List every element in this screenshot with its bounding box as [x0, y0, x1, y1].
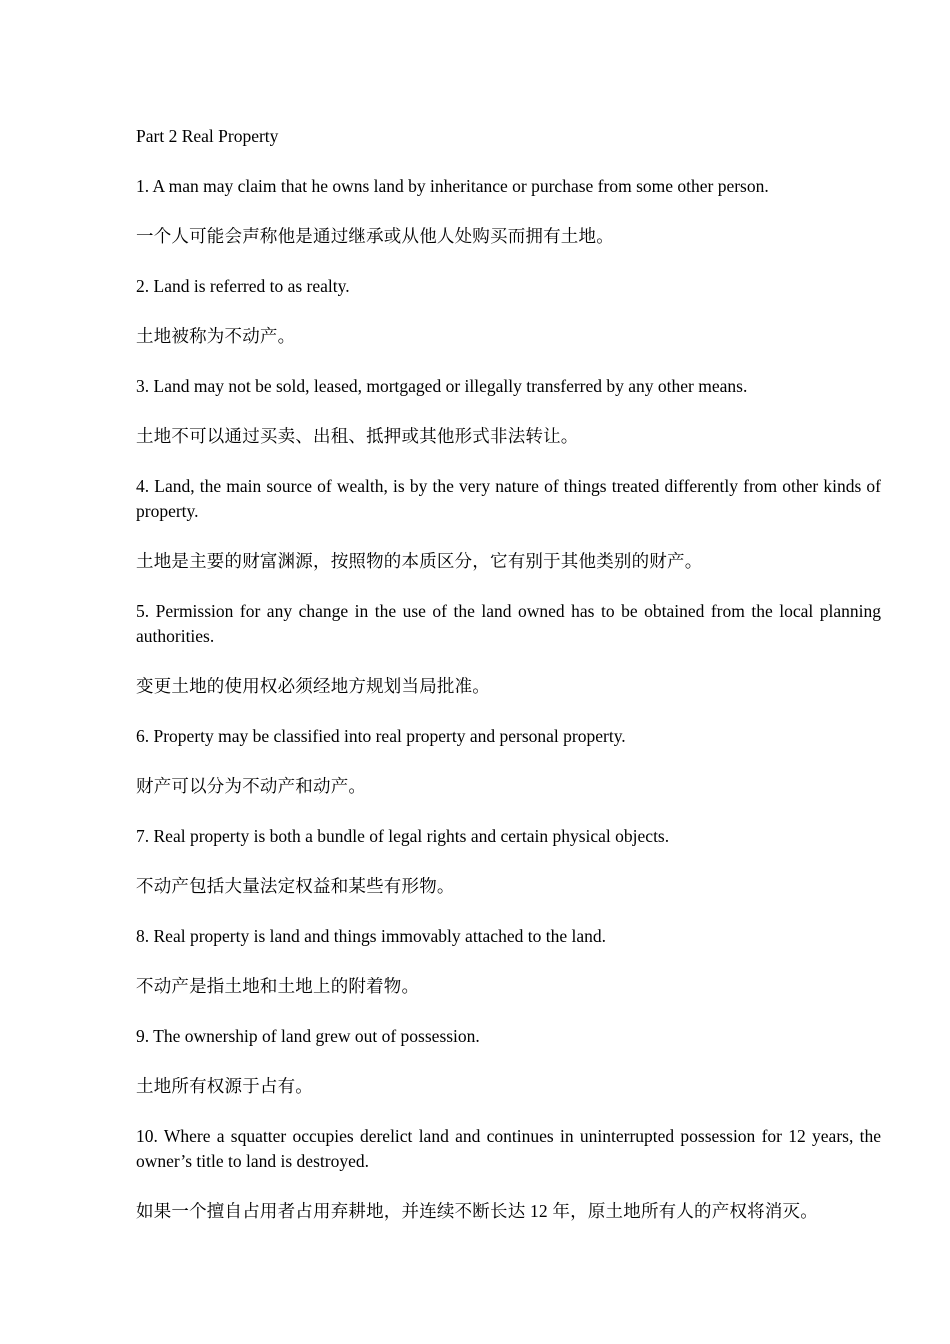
- english-sentence-8: 8. Real property is land and things immovably attached to the land.: [136, 926, 606, 946]
- english-sentence-1: 1. A man may claim that he owns land by inheritance or purchase from some other person.: [136, 176, 769, 196]
- chinese-translation-4: 土地是主要的财富渊源，按照物的本质区分，它有别于其他类别的财产。: [136, 551, 703, 571]
- chinese-translation-5: 变更土地的使用权必须经地方规划当局批准。: [136, 676, 490, 696]
- section-heading: Part 2 Real Property: [136, 126, 279, 146]
- english-sentence-4: 4. Land, the main source of wealth, is by the very nature of things treated differently from other kinds of property.: [136, 476, 881, 521]
- english-sentence-2: 2. Land is referred to as realty.: [136, 276, 350, 296]
- chinese-translation-3: 土地不可以通过买卖、出租、抵押或其他形式非法转让。: [136, 426, 579, 446]
- english-sentence-7: 7. Real property is both a bundle of legal rights and certain physical objects.: [136, 826, 670, 846]
- chinese-translation-8: 不动产是指土地和土地上的附着物。: [136, 976, 420, 996]
- chinese-translation-6: 财产可以分为不动产和动产。: [136, 776, 367, 796]
- english-sentence-6: 6. Property may be classified into real property and personal property.: [136, 726, 626, 746]
- document-page: [136, 124, 881, 1249]
- chinese-translation-1: 一个人可能会声称他是通过继承或从他人处购买而拥有土地。: [136, 226, 614, 246]
- english-sentence-10: 10. Where a squatter occupies derelict land and continues in uninterrupted possession for 12 years, the owner’s title to land is destroyed.: [136, 1126, 881, 1171]
- chinese-translation-10: 如果一个擅自占用者占用弃耕地，并连续不断长达 12 年，原土地所有人的产权将消灭。: [136, 1201, 818, 1221]
- english-sentence-5: 5. Permission for any change in the use of the land owned has to be obtained from the local planning authorities.: [136, 601, 881, 646]
- chinese-translation-7: 不动产包括大量法定权益和某些有形物。: [136, 876, 455, 896]
- english-sentence-3: 3. Land may not be sold, leased, mortgaged or illegally transferred by any other means.: [136, 376, 748, 396]
- chinese-translation-2: 土地被称为不动产。: [136, 326, 296, 346]
- chinese-translation-9: 土地所有权源于占有。: [136, 1076, 313, 1096]
- english-sentence-9: 9. The ownership of land grew out of possession.: [136, 1026, 480, 1046]
